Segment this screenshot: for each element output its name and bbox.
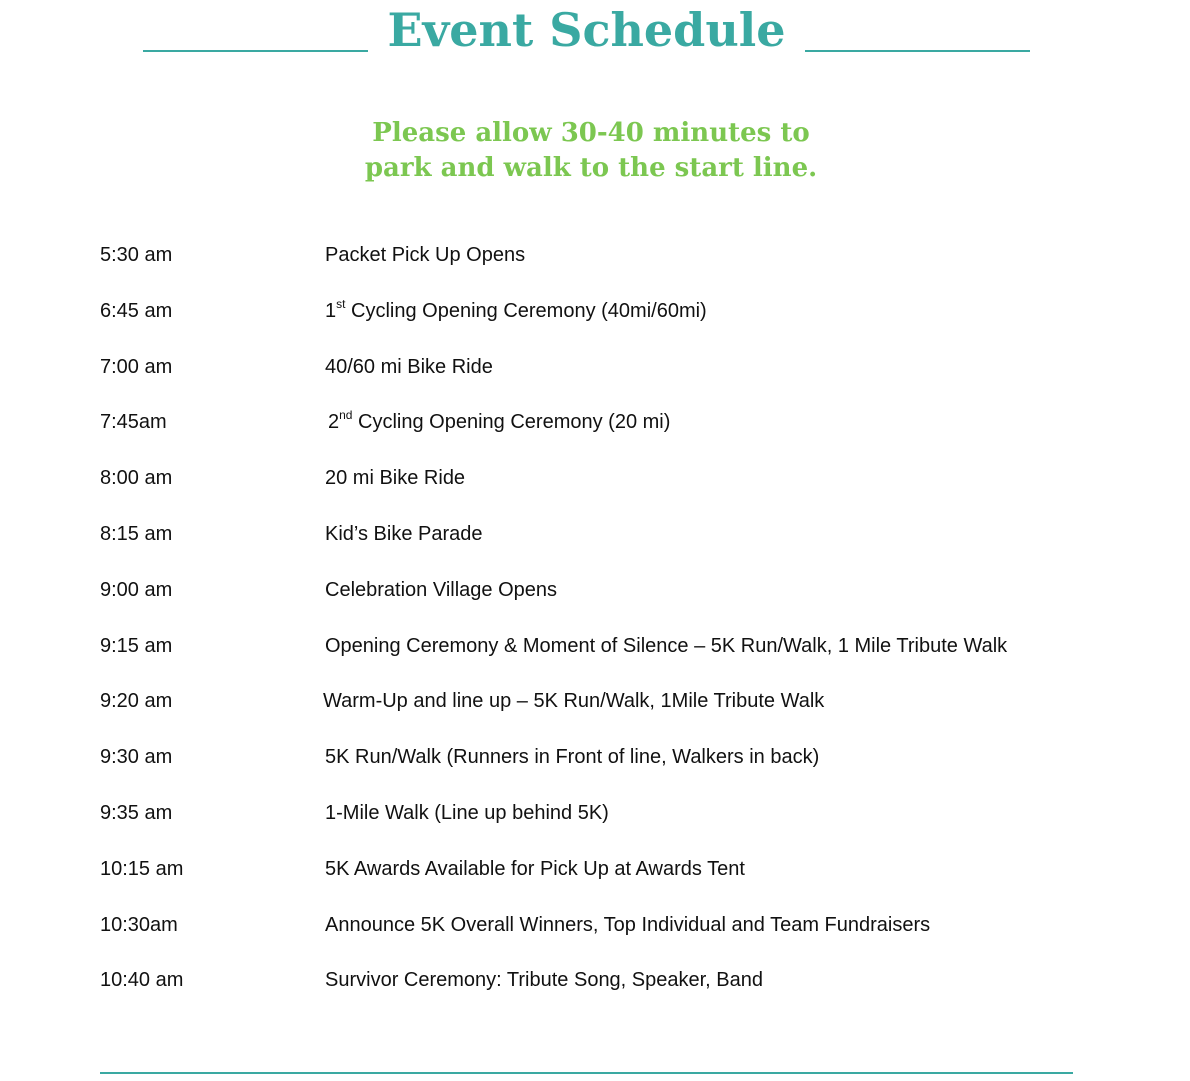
schedule-event: 5K Awards Available for Pick Up at Awards Tent xyxy=(325,857,745,880)
schedule-row xyxy=(100,851,1100,907)
schedule-row xyxy=(100,795,1100,851)
schedule-time: 8:15 am xyxy=(100,522,173,545)
schedule-event: Survivor Ceremony: Tribute Song, Speaker, Band xyxy=(325,969,764,992)
footer-rule xyxy=(100,1072,1073,1074)
schedule-time: 10:15 am xyxy=(100,857,184,880)
schedule-event: Packet Pick Up Opens xyxy=(325,244,526,266)
schedule-event: Opening Ceremony & Moment of Silence – 5K Run/Walk, 1 Mile Tribute Walk xyxy=(325,634,1008,657)
schedule-time: 9:35 am xyxy=(100,801,173,824)
title-rule-right xyxy=(805,50,1030,52)
schedule-event: 40/60 mi Bike Ride xyxy=(325,355,493,378)
schedule-row xyxy=(100,404,1100,460)
schedule-row xyxy=(100,907,1100,963)
schedule-time: 6:45 am xyxy=(100,299,173,322)
schedule-event: 1-Mile Walk (Line up behind 5K) xyxy=(325,801,609,824)
event-text: Cycling Opening Ceremony (40mi/60mi) xyxy=(345,299,707,322)
schedule-row xyxy=(100,572,1100,628)
schedule-row xyxy=(100,628,1100,684)
schedule-row xyxy=(100,962,1100,1018)
schedule-row xyxy=(100,349,1100,405)
event-ordinal: 1 xyxy=(325,299,337,322)
schedule-time: 7:00 am xyxy=(100,355,173,378)
schedule-event: Celebration Village Opens xyxy=(325,578,558,601)
schedule-event: Announce 5K Overall Winners, Top Individual and Team Fundraisers xyxy=(325,913,931,936)
schedule-time: 9:00 am xyxy=(100,578,173,601)
schedule-row xyxy=(100,293,1100,349)
schedule-time: 7:45am xyxy=(100,411,167,434)
notice-line-2: park and walk to the start line. xyxy=(364,153,818,183)
schedule-row xyxy=(100,460,1100,516)
event-ordinal-suffix: st xyxy=(336,296,346,311)
schedule-time: 9:30 am xyxy=(100,746,173,769)
schedule-time: 9:20 am xyxy=(100,690,173,713)
schedule-event xyxy=(328,404,670,440)
page-title: Event Schedule xyxy=(387,3,786,57)
schedule-event xyxy=(325,293,707,329)
schedule-time: 5:30 am xyxy=(100,244,173,266)
schedule-time: 10:40 am xyxy=(100,969,184,992)
schedule-event: Warm-Up and line up – 5K Run/Walk, 1Mile Tribute Walk xyxy=(323,690,825,713)
schedule-row xyxy=(100,739,1100,795)
schedule-time: 8:00 am xyxy=(100,467,173,490)
schedule-list xyxy=(100,237,1100,1018)
schedule-time: 9:15 am xyxy=(100,634,173,657)
notice-line-1: Please allow 30-40 minutes to xyxy=(372,118,810,148)
schedule-event: 5K Run/Walk (Runners in Front of line, Walkers in back) xyxy=(325,746,820,769)
schedule-event: Kid’s Bike Parade xyxy=(325,522,483,545)
event-text: Cycling Opening Ceremony (20 mi) xyxy=(352,411,671,434)
parking-notice xyxy=(0,116,1182,186)
event-ordinal: 2 xyxy=(328,411,340,434)
schedule-row xyxy=(100,516,1100,572)
event-ordinal-suffix: nd xyxy=(339,408,353,423)
title-rule-left xyxy=(143,50,368,52)
schedule-time: 10:30am xyxy=(100,913,178,936)
schedule-row xyxy=(100,237,1100,293)
schedule-event: 20 mi Bike Ride xyxy=(325,467,466,490)
title-row xyxy=(0,0,1190,60)
schedule-row xyxy=(100,683,1100,739)
